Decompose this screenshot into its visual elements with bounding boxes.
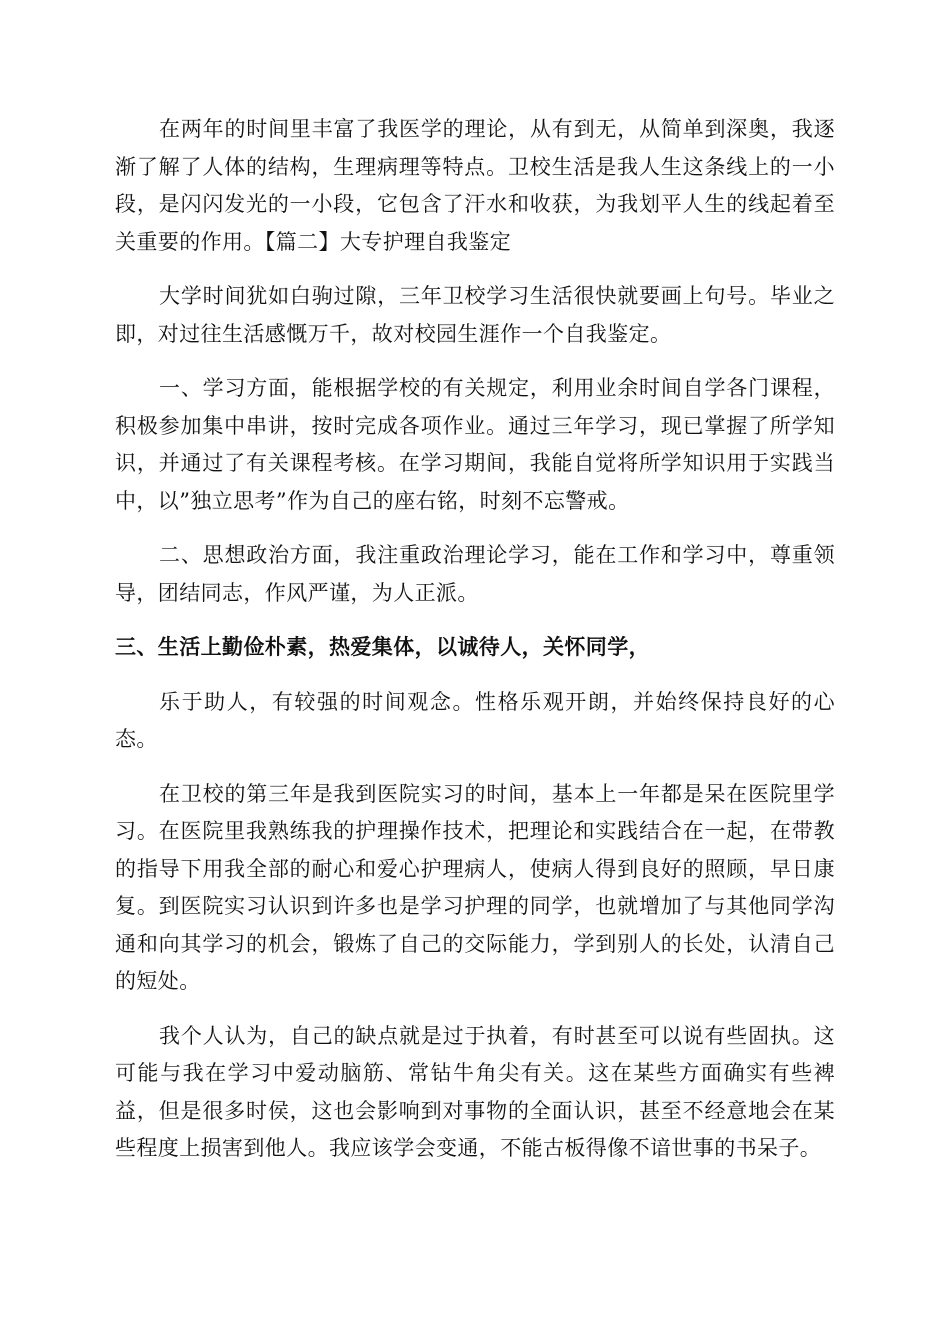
- paragraph-medical-theory: 在两年的时间里丰富了我医学的理论，从有到无，从简单到深奥，我逐渐了解了人体的结构，生理病理等特点。卫校生活是我人生这条线上的一小段，是闪闪发光的一小段，它包含了汗水和收获，为我划平人生的线起着至关重要的作用。【篇二】大专护理自我鉴定: [115, 117, 835, 254]
- paragraph-internship: 在卫校的第三年是我到医院实习的时间，基本上一年都是呆在医院里学习。在医院里我熟练我的护理操作技术，把理论和实践结合在一起，在带教的指导下用我全部的耐心和爱心护理病人，使病人得到良好的照顾，早日康复。到医院实习认识到许多也是学习护理的同学，也就增加了与其他同学沟通和向其学习的机会，锻炼了自己的交际能力，学到别人的长处，认清自己的短处。: [115, 781, 835, 993]
- paragraph-shortcomings: 我个人认为，自己的缺点就是过于执着，有时甚至可以说有些固执。这可能与我在学习中爱动脑筋、常钻牛角尖有关。这在某些方面确实有些裨益，但是很多时侯，这也会影响到对事物的全面认识，甚至不经意地会在某些程度上损害到他人。我应该学会变通，不能古板得像不谙世事的书呆子。: [115, 1023, 835, 1160]
- paragraph-life: 乐于助人，有较强的时间观念。性格乐观开朗，并始终保持良好的心态。: [115, 689, 835, 751]
- paragraph-study: 一、学习方面，能根据学校的有关规定，利用业余时间自学各门课程，积极参加集中串讲，按时完成各项作业。通过三年学习，现已掌握了所学知识，并通过了有关课程考核。在学习期间，我能自觉将所学知识用于实践当中，以”独立思考”作为自己的座右铭，时刻不忘警戒。: [115, 376, 835, 513]
- paragraph-intro: 大学时间犹如白驹过隙，三年卫校学习生活很快就要画上句号。毕业之即，对过往生活感慨万千，故对校园生涯作一个自我鉴定。: [115, 284, 835, 346]
- document-page: [115, 111, 835, 1185]
- paragraph-politics: 二、思想政治方面，我注重政治理论学习，能在工作和学习中，尊重领导，团结同志，作风严谨，为人正派。: [115, 543, 835, 605]
- section-heading-life: 三、生活上勤俭朴素，热爱集体，以诚待人，关怀同学，: [115, 635, 650, 659]
